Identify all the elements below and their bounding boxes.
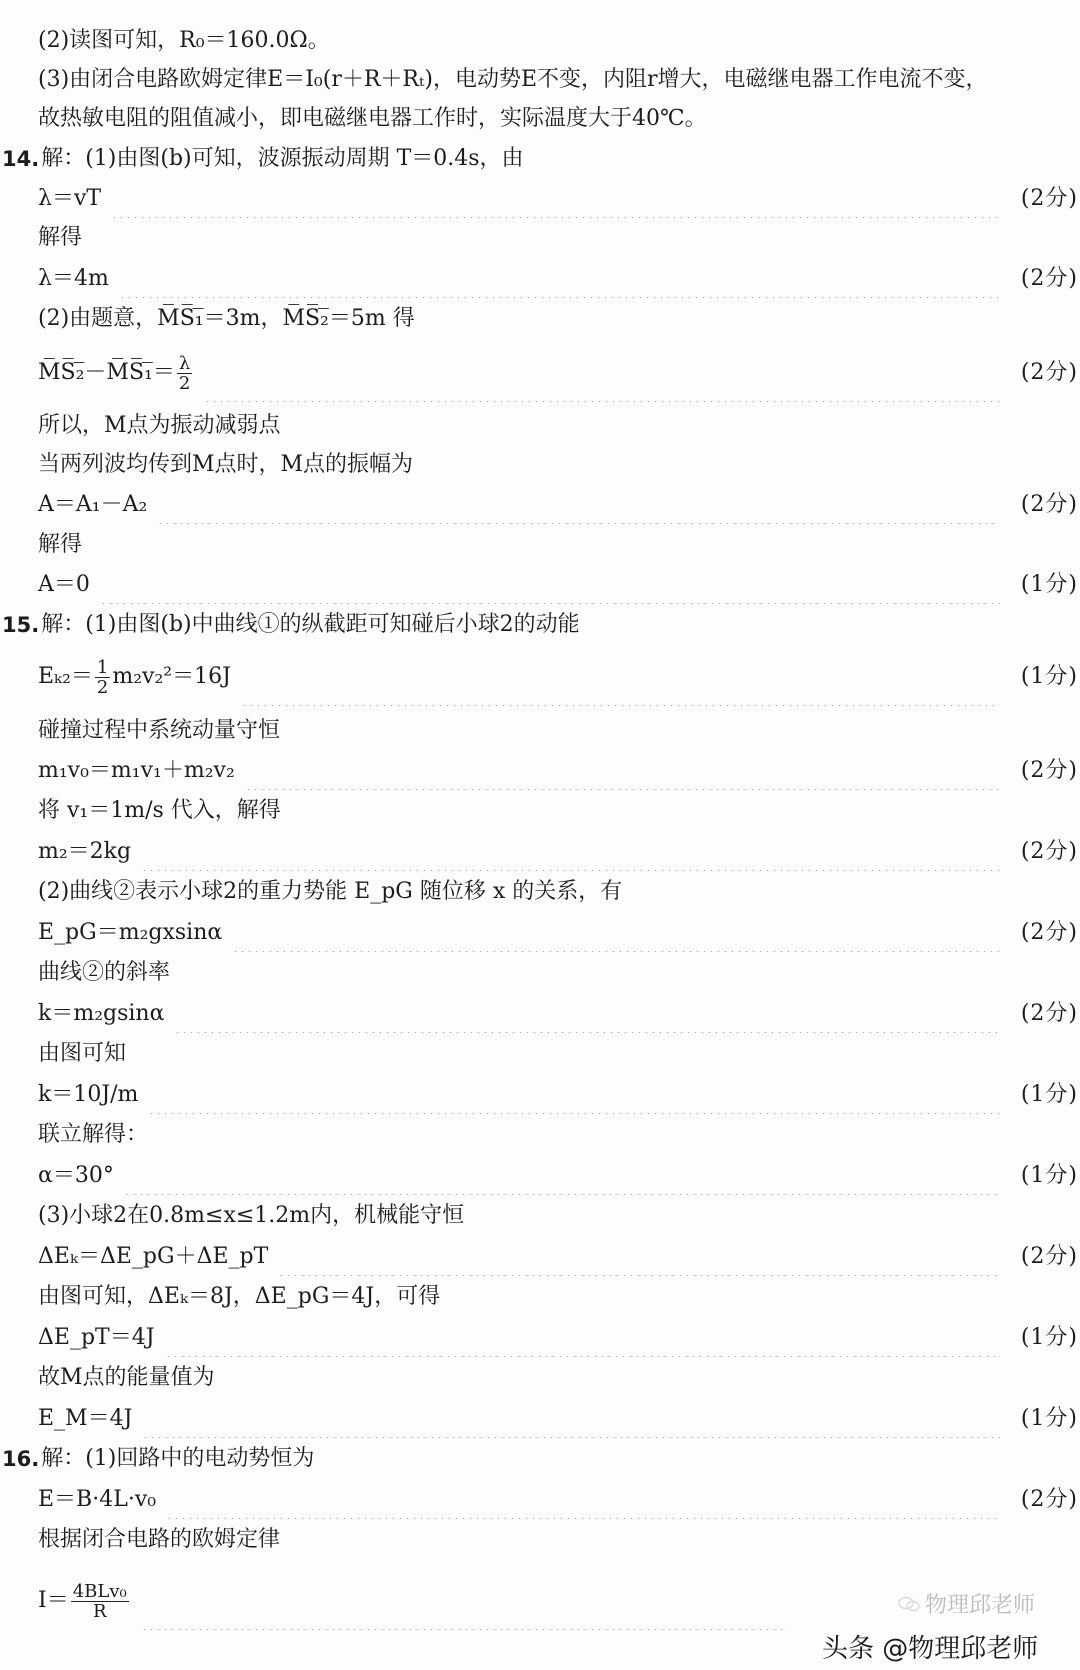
leader-dots [157, 486, 1000, 524]
equation-line: k＝10J/m (1分) [38, 1076, 1078, 1114]
score-label: (2分) [1020, 266, 1078, 291]
question-14-heading: 14. 解：(1)由图(b)可知，波源振动周期 T＝0.4s，由 [2, 146, 524, 171]
watermark-ghost-text: 物理邱老师 [925, 1593, 1036, 1618]
equation-line: λ＝4m (2分) [38, 260, 1078, 298]
equation-line: E_M＝4J (1分) [38, 1400, 1078, 1438]
leader-dots [278, 1238, 1000, 1276]
equation-line: λ＝vT (2分) [38, 180, 1078, 218]
text-line: 碰撞过程中系统动量守恒 [38, 718, 281, 743]
score-label: (2分) [1020, 839, 1078, 864]
equation-line: E_pG＝m₂gxsinα (2分) [38, 914, 1078, 952]
score-label: (1分) [1020, 1325, 1078, 1350]
score-label: (2分) [1020, 1001, 1078, 1026]
leader-dots [165, 1319, 1000, 1357]
score-label: (2分) [1020, 1487, 1078, 1512]
text-line: 由图可知，ΔEₖ＝8J，ΔE_pG＝4J，可得 [38, 1284, 441, 1309]
leader-dots [204, 344, 1000, 402]
score-label: (1分) [1020, 1406, 1078, 1431]
text-line: (2)曲线②表示小球2的重力势能 E_pG 随位移 x 的关系，有 [38, 879, 623, 904]
score-label: (2分) [1020, 1244, 1078, 1269]
question-16-heading: 16. 解：(1)回路中的电动势恒为 [2, 1446, 315, 1471]
equation-line: m₂＝2kg (2分) [38, 833, 1078, 871]
text-line: 故M点的能量值为 [38, 1365, 215, 1390]
equation-line: A＝A₁－A₂ (2分) [38, 486, 1078, 524]
equation-line: m₁v₀＝m₁v₁＋m₂v₂ (2分) [38, 752, 1078, 790]
score-label: (1分) [1020, 664, 1078, 689]
equation-line: I＝ $\frac{\text{4BLv₀}}{R}$ [38, 1572, 798, 1630]
leader-dots [142, 1400, 1000, 1438]
text-line: 曲线②的斜率 [38, 960, 171, 985]
text-line: 解得 [38, 225, 83, 250]
leader-dots [111, 180, 1000, 218]
score-label: (2分) [1020, 360, 1078, 385]
leader-dots [241, 648, 1000, 706]
equation-line: ΔEₖ＝ΔE_pG＋ΔE_pT (2分) [38, 1238, 1078, 1276]
watermark: 头条 @物理邱老师 [822, 1634, 1039, 1664]
leader-dots [166, 1481, 1000, 1519]
score-label: (2分) [1020, 186, 1078, 211]
leader-dots [245, 752, 1000, 790]
text-line: (2)读图可知，R₀＝160.0Ω。 [38, 28, 330, 53]
leader-dots [174, 995, 1000, 1033]
equation-line: Eₖ₂＝ $\frac{1}{2}$ m₂v₂²＝16J (1分) [38, 648, 1078, 706]
text-line: 故热敏电阻的阻值减小，即电磁继电器工作时，实际温度大于40℃。 [38, 106, 707, 131]
leader-dots [232, 914, 1000, 952]
score-label: (2分) [1020, 758, 1078, 783]
text-line: 由图可知 [38, 1041, 127, 1066]
equation-line: E＝B·4L·v₀ (2分) [38, 1481, 1078, 1519]
text-line: 所以，M点为振动减弱点 [38, 413, 281, 438]
fraction: $\frac{1}{2}$ [96, 656, 109, 698]
text-line: 解得 [38, 532, 83, 557]
text-line: 根据闭合电路的欧姆定律 [38, 1527, 281, 1552]
fraction: $\frac{\lambda}{2}$ [178, 352, 191, 394]
equation-line: k＝m₂gsinα (2分) [38, 995, 1078, 1033]
text-line: (3)小球2在0.8m≤x≤1.2m内，机械能守恒 [38, 1203, 465, 1228]
leader-dots [141, 833, 1000, 871]
score-label: (1分) [1020, 1163, 1078, 1188]
question-15-heading: 15. 解：(1)由图(b)中曲线①的纵截距可知碰后小球2的动能 [2, 612, 580, 637]
score-label: (1分) [1020, 1082, 1078, 1107]
leader-dots [100, 566, 1000, 604]
text-line: 将 v₁＝1m/s 代入，解得 [38, 798, 281, 823]
equation-line: ΔE_pT＝4J (1分) [38, 1319, 1078, 1357]
leader-dots [148, 1076, 1000, 1114]
text-line: 当两列波均传到M点时，M点的振幅为 [38, 452, 414, 477]
score-label: (2分) [1020, 920, 1078, 945]
score-label: (2分) [1020, 492, 1078, 517]
equation-line: α＝30° (1分) [38, 1157, 1078, 1195]
equation-line: M̅S̅₂̅－M̅S̅₁̅＝ $\frac{\lambda}{2}$ (2分) [38, 344, 1078, 402]
wechat-icon [898, 1596, 920, 1612]
leader-dots [124, 1157, 1000, 1195]
score-label: (1分) [1020, 572, 1078, 597]
equation-line: A＝0 (1分) [38, 566, 1078, 604]
text-line: (3)由闭合电路欧姆定律E＝I₀(r＋R＋Rₜ)，电动势E不变，内阻r增大，电磁继电器工作电流不变， [38, 67, 988, 92]
fraction: $\frac{\text{4BLv₀}}{R}$ [72, 1580, 127, 1622]
text-line: (2)由题意，M̅S̅₁̅＝3m，M̅S̅₂̅＝5m 得 [38, 306, 415, 331]
leader-dots [119, 260, 1000, 298]
text-line: 联立解得： [38, 1122, 149, 1147]
leader-dots [141, 1572, 788, 1630]
